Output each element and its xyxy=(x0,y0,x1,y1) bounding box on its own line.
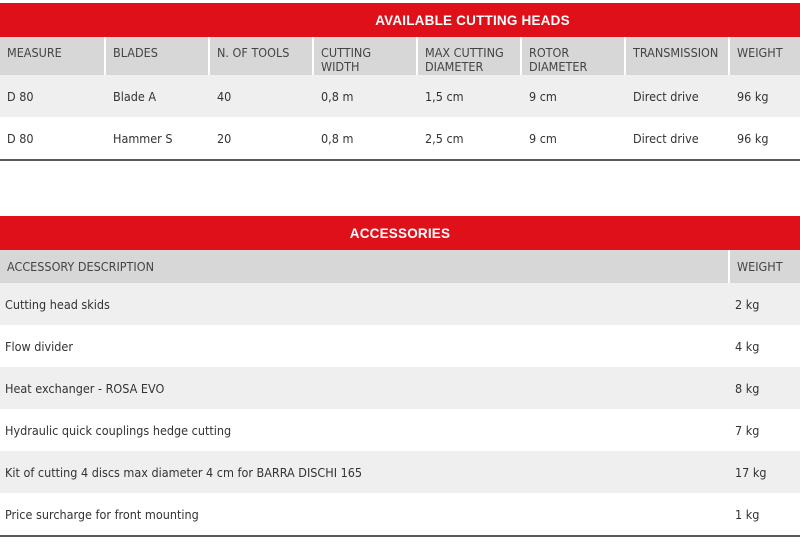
table-header-row xyxy=(0,250,800,283)
column-header-measure: MEASURE xyxy=(0,37,104,75)
cell-weight: 96 kg xyxy=(728,117,800,159)
cell-description: Price surcharge for front mounting xyxy=(0,493,728,535)
cell-transmission: Direct drive xyxy=(624,117,728,159)
cell-weight: 2 kg xyxy=(728,283,800,325)
table-row xyxy=(0,451,800,493)
column-header-blades: BLADES xyxy=(104,37,208,75)
cell-n-of-tools: 40 xyxy=(208,75,312,117)
cell-rotor-diameter: 9 cm xyxy=(520,117,624,159)
cell-weight: 1 kg xyxy=(728,493,800,535)
cell-description: Hydraulic quick couplings hedge cutting xyxy=(0,409,728,451)
cell-description: Cutting head skids xyxy=(0,283,728,325)
column-header-cutting-width: CUTTING WIDTH xyxy=(312,37,416,75)
table-row xyxy=(0,325,800,367)
table-row xyxy=(0,283,800,325)
column-header-weight: WEIGHT xyxy=(728,37,800,75)
cutting-heads-table xyxy=(0,3,800,161)
cell-measure: D 80 xyxy=(0,117,104,159)
cell-max-cutting-diameter: 1,5 cm xyxy=(416,75,520,117)
cell-description: Heat exchanger - ROSA EVO xyxy=(0,367,728,409)
table-row xyxy=(0,493,800,535)
column-header-transmission: TRANSMISSION xyxy=(624,37,728,75)
cutting-heads-title: AVAILABLE CUTTING HEADS xyxy=(0,3,800,37)
cell-rotor-diameter: 9 cm xyxy=(520,75,624,117)
cell-description: Flow divider xyxy=(0,325,728,367)
column-header-weight: WEIGHT xyxy=(728,250,800,283)
table-row xyxy=(0,409,800,451)
column-header-rotor-diameter: ROTOR DIAMETER xyxy=(520,37,624,75)
table-row xyxy=(0,75,800,117)
cell-description: Kit of cutting 4 discs max diameter 4 cm for BARRA DISCHI 165 xyxy=(0,451,728,493)
cell-cutting-width: 0,8 m xyxy=(312,75,416,117)
cell-max-cutting-diameter: 2,5 cm xyxy=(416,117,520,159)
cell-weight: 8 kg xyxy=(728,367,800,409)
table-row xyxy=(0,117,800,159)
table-row xyxy=(0,367,800,409)
accessories-table xyxy=(0,216,800,537)
cell-blades: Hammer S xyxy=(104,117,208,159)
column-header-accessory-description: ACCESSORY DESCRIPTION xyxy=(0,250,728,283)
column-header-max-cutting-diameter: MAX CUTTING DIAMETER xyxy=(416,37,520,75)
accessories-title: ACCESSORIES xyxy=(0,216,800,250)
cell-weight: 7 kg xyxy=(728,409,800,451)
table-bottom-rule xyxy=(0,535,800,537)
cell-n-of-tools: 20 xyxy=(208,117,312,159)
cell-weight: 96 kg xyxy=(728,75,800,117)
cell-blades: Blade A xyxy=(104,75,208,117)
cell-weight: 17 kg xyxy=(728,451,800,493)
cell-transmission: Direct drive xyxy=(624,75,728,117)
table-header-row xyxy=(0,37,800,75)
column-header-n-of-tools: N. OF TOOLS xyxy=(208,37,312,75)
cell-measure: D 80 xyxy=(0,75,104,117)
cell-weight: 4 kg xyxy=(728,325,800,367)
cell-cutting-width: 0,8 m xyxy=(312,117,416,159)
table-bottom-rule xyxy=(0,159,800,161)
